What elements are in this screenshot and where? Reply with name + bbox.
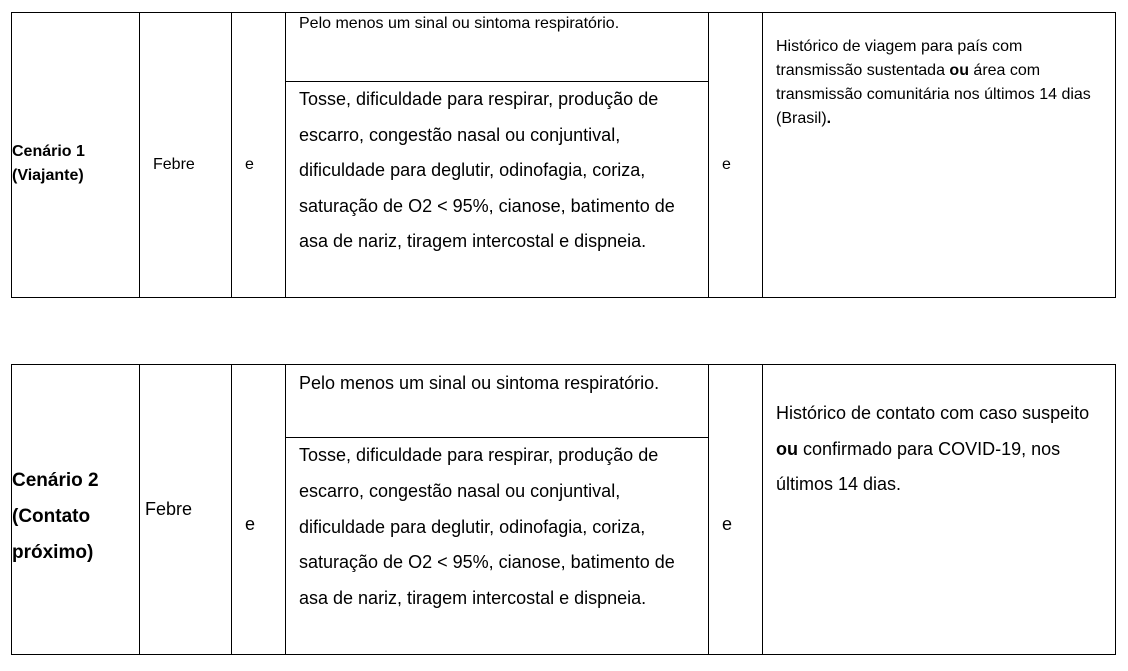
history-cell [763,13,1116,298]
conjunction-cell [709,365,763,655]
history-emphasis: ou [776,438,798,459]
symptom-list-text: Tosse, dificuldade para respirar, produção de escarro, congestão nasal ou conjuntival, dificuldade para deglutir, odinofagia, coriza, saturação de O2 < 95%, cianose, batimento de asa de nariz, tiragem intercostal e dispneia. [299,89,675,251]
scenario-1-table [11,12,1116,298]
scenario-subtitle: próximo) [12,541,94,563]
fever-cell [140,365,232,655]
scenario-label-cell [12,365,140,655]
fever-text: Febre [153,156,195,173]
symptom-summary-cell [286,13,709,82]
symptom-list-cell [286,82,709,298]
conjunction-cell [709,13,763,298]
fever-text: Febre [145,499,193,519]
symptom-summary-text: Pelo menos um sinal ou sintoma respiratório. [299,373,660,393]
conjunction-text: e [245,156,254,173]
conjunction-text: e [722,156,731,173]
history-cell [763,365,1116,655]
history-text: confirmado para COVID-19, nos últimos 14 dias. [776,438,1061,494]
history-emphasis: . [826,110,832,127]
scenario-title: Cenário 1 [12,143,85,160]
conjunction-text: e [722,514,733,534]
symptom-list-text: Tosse, dificuldade para respirar, produção de escarro, congestão nasal ou conjuntival, dificuldade para deglutir, odinofagia, coriza, saturação de O2 < 95%, cianose, batimento de asa de nariz, tiragem intercostal e dispneia. [299,445,675,609]
scenario-title: Cenário 2 [12,469,99,491]
conjunction-cell [232,365,286,655]
history-emphasis: ou [949,62,969,79]
history-text: Histórico de contato com caso suspeito [776,403,1090,423]
symptom-summary-cell [286,365,709,438]
scenario-2-table [11,364,1116,655]
conjunction-cell [232,13,286,298]
history-text: área com transmissão comunitária nos últimos 14 dias (Brasil) [776,62,1091,127]
conjunction-text: e [245,514,256,534]
scenario-subtitle: (Contato [12,505,91,527]
scenario-subtitle: (Viajante) [12,167,84,184]
fever-cell [140,13,232,298]
symptom-summary-text: Pelo menos um sinal ou sintoma respiratório. [299,15,620,32]
scenario-label-cell [12,13,140,298]
history-text: Histórico de viagem para país com transmissão sustentada [776,38,1023,79]
symptom-list-cell [286,438,709,655]
